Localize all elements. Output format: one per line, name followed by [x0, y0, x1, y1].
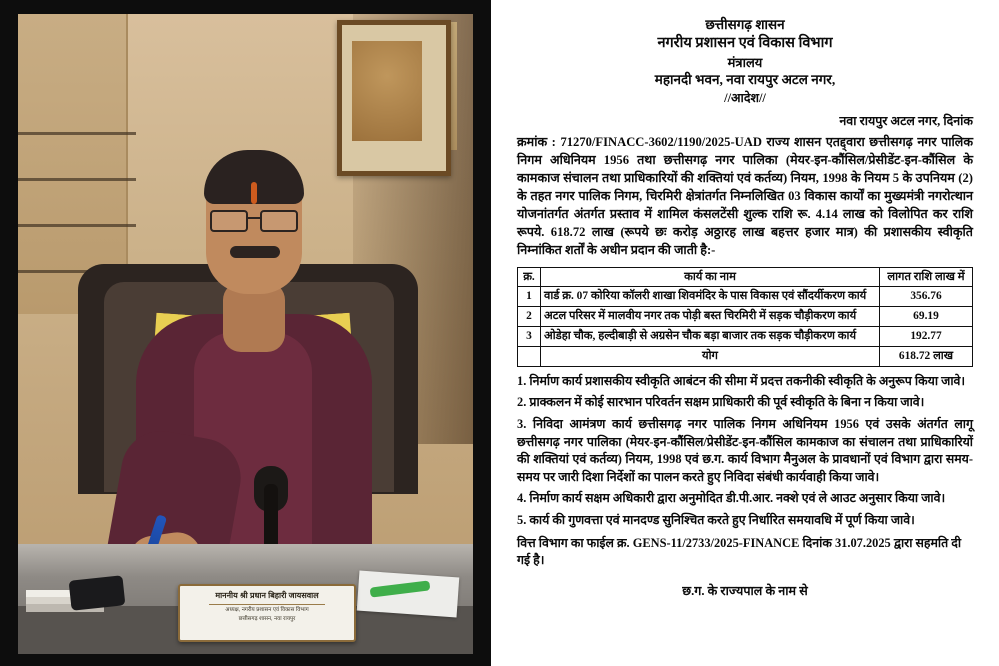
header-line-4: महानदी भवन, नवा रायपुर अटल नगर, — [654, 72, 836, 88]
cell-total-amount: 618.72 लाख — [880, 346, 973, 366]
moustache — [230, 246, 280, 258]
table-header-row — [518, 267, 973, 287]
order-body-paragraph — [517, 134, 973, 259]
photo-panel — [0, 0, 491, 666]
nameplate-subtitle-2: छत्तीसगढ़ शासन, नवा रायपुर — [238, 616, 296, 622]
cell-amount: 356.76 — [880, 287, 973, 307]
document-panel — [491, 0, 999, 666]
finance-note-suffix: द्वारा सहमति दी गई है। — [517, 535, 962, 568]
works-table — [517, 267, 973, 367]
wall-stripe — [18, 178, 136, 181]
eyeglasses — [208, 210, 300, 228]
finance-department-note — [517, 535, 973, 570]
header-line-1: छत्तीसगढ़ शासन — [705, 17, 785, 32]
order-number: 71270/FINACC-3602/1190/2025-UAD — [560, 135, 762, 150]
condition-item: 3. निविदा आमंत्रण कार्य छत्तीसगढ़ नगर पालिक निगम अधिनियम 1956 एवं उसके अंतर्गत लागू छत्तीसगढ़ नगर पालिका (मेयर-इन-कौंसिल/प्रेसीडेंट-इन-कौंसिल कामकाज का संचालन तथा प्राधिकारियों की शक्तियां एवं कर्तव्य) नियम, 1998 एवं छ.ग. कार्य विभाग मैनुअल के प्रावधानों एवं विभाग द्वारा समय-समय पर जारी दिशा निर्देशों का पालन करते हुए निविदा संबंधी कार्यवाही किया जावे। — [517, 416, 973, 484]
cell-work-name: वार्ड क्र. 07 कोरिया कॉलरी शाखा शिवमंदिर के पास विकास एवं सौंदर्यीकरण कार्य — [541, 287, 880, 307]
column-header-amount: लागत राशि लाख में — [880, 267, 973, 287]
nameplate-subtitle-1: अध्यक्ष, नगरीय प्रशासन एवं विकास विभाग — [225, 607, 309, 613]
cell-serial: 1 — [518, 287, 541, 307]
header-line-2: नगरीय प्रशासन एवं विकास विभाग — [657, 35, 833, 52]
wall-picture-frame — [337, 20, 451, 176]
table-row — [518, 327, 973, 347]
condition-item: 2. प्राक्कलन में कोई सारभान परिवर्तन सक्षम प्राधिकारी की पूर्व स्वीकृति के बिना न किया जावे। — [517, 395, 925, 410]
header-line-3: मंत्रालय — [727, 54, 763, 70]
column-header-serial: क्र. — [518, 267, 541, 287]
condition-item: 5. कार्य की गुणवत्ता एवं मानदण्ड सुनिश्चित करते हुए निर्धारित समयावधि में पूर्ण किया जावे। — [517, 512, 915, 527]
document-header — [517, 16, 973, 106]
conditions-list — [517, 373, 973, 530]
finance-note-middle: दिनांक — [802, 535, 832, 550]
desk-nameplate — [178, 584, 356, 642]
table-total-row — [518, 346, 973, 366]
signature-authority-line: छ.ग. के राज्यपाल के नाम से — [682, 583, 808, 598]
cell-total-label: योग — [541, 346, 880, 366]
column-header-work-name: कार्य का नाम — [541, 267, 880, 287]
order-body-text: राज्य शासन एतद्द्वारा छत्तीसगढ़ नगर पालिक निगम अधिनियम 1956 तथा छत्तीसगढ़ नगर पालिका (मेयर-इन-कौंसिल/प्रेसीडेंट-इन-कौंसिल के कामकाज संचालन तथा प्राधिकारियों की शक्तियां एवं कर्तव्य) नियम, 1998 के नियम 5 के उपनियम (2) के तहत नगर पालिक निगम, चिरमिरी क्षेत्रांतर्गत निम्नलिखित 03 विकास कार्यों का मुख्यमंत्री नगरोत्थान योजनांतर्गत अंतर्गत प्रस्ताव में शामिल कंसलटेंसी शुल्क राशि रू. 4.14 लाख को विलोपित कर राशि रूपये. 618.72 लाख (रूपये छः करोड़ अठ्ठारह लाख बहत्तर हजार मात्र) की प्रशासकीय स्वीकृति निम्नांकित शर्तों के अधीन प्रदान की जाती है:- — [517, 135, 973, 257]
cell-work-name: ओडेहा चौक, हल्दीबाड़ी से अग्रसेन चौक बड़ा बाजार तक सड़क चौड़ीकरण कार्य — [541, 327, 880, 347]
finance-file-number: GENS-11/2733/2025-FINANCE — [632, 535, 800, 550]
table-row — [518, 287, 973, 307]
wall-stripe — [18, 132, 136, 135]
cell-total-blank — [518, 346, 541, 366]
condition-item: 1. निर्माण कार्य प्रशासकीय स्वीकृति आबंटन की सीमा में प्रदत्त तकनीकी स्वीकृति के अनुरूप किया जावे। — [517, 373, 966, 388]
finance-date: 31.07.2025 — [834, 535, 891, 550]
cell-amount: 69.19 — [880, 307, 973, 327]
mobile-phone — [69, 575, 126, 610]
press-conference-photo — [18, 14, 473, 654]
wall-stripe — [18, 224, 136, 227]
cell-work-name: अटल परिसर में मालवीय नगर तक पोड़ी बस्त चिरमिरी में सड़क चौड़ीकरण कार्य — [541, 307, 880, 327]
cell-amount: 192.77 — [880, 327, 973, 347]
finance-note-prefix: वित्त विभाग का फाईल क्र. — [517, 535, 630, 550]
header-line-5: //आदेश// — [724, 90, 766, 105]
condition-item: 4. निर्माण कार्य सक्षम अधिकारी द्वारा अनुमोदित डी.पी.आर. नक्शे एवं ले आउट अनुसार किया जावे। — [517, 491, 946, 506]
cell-serial: 3 — [518, 327, 541, 347]
cell-serial: 2 — [518, 307, 541, 327]
nameplate-divider — [209, 604, 325, 605]
order-number-label: क्रमांक : — [517, 135, 556, 150]
place-and-date: नवा रायपुर अटल नगर, दिनांक — [839, 114, 973, 129]
table-row — [518, 307, 973, 327]
forehead-tilak — [251, 182, 257, 204]
nameplate-title: माननीय श्री प्रधान बिहारी जायसवाल — [215, 591, 319, 600]
